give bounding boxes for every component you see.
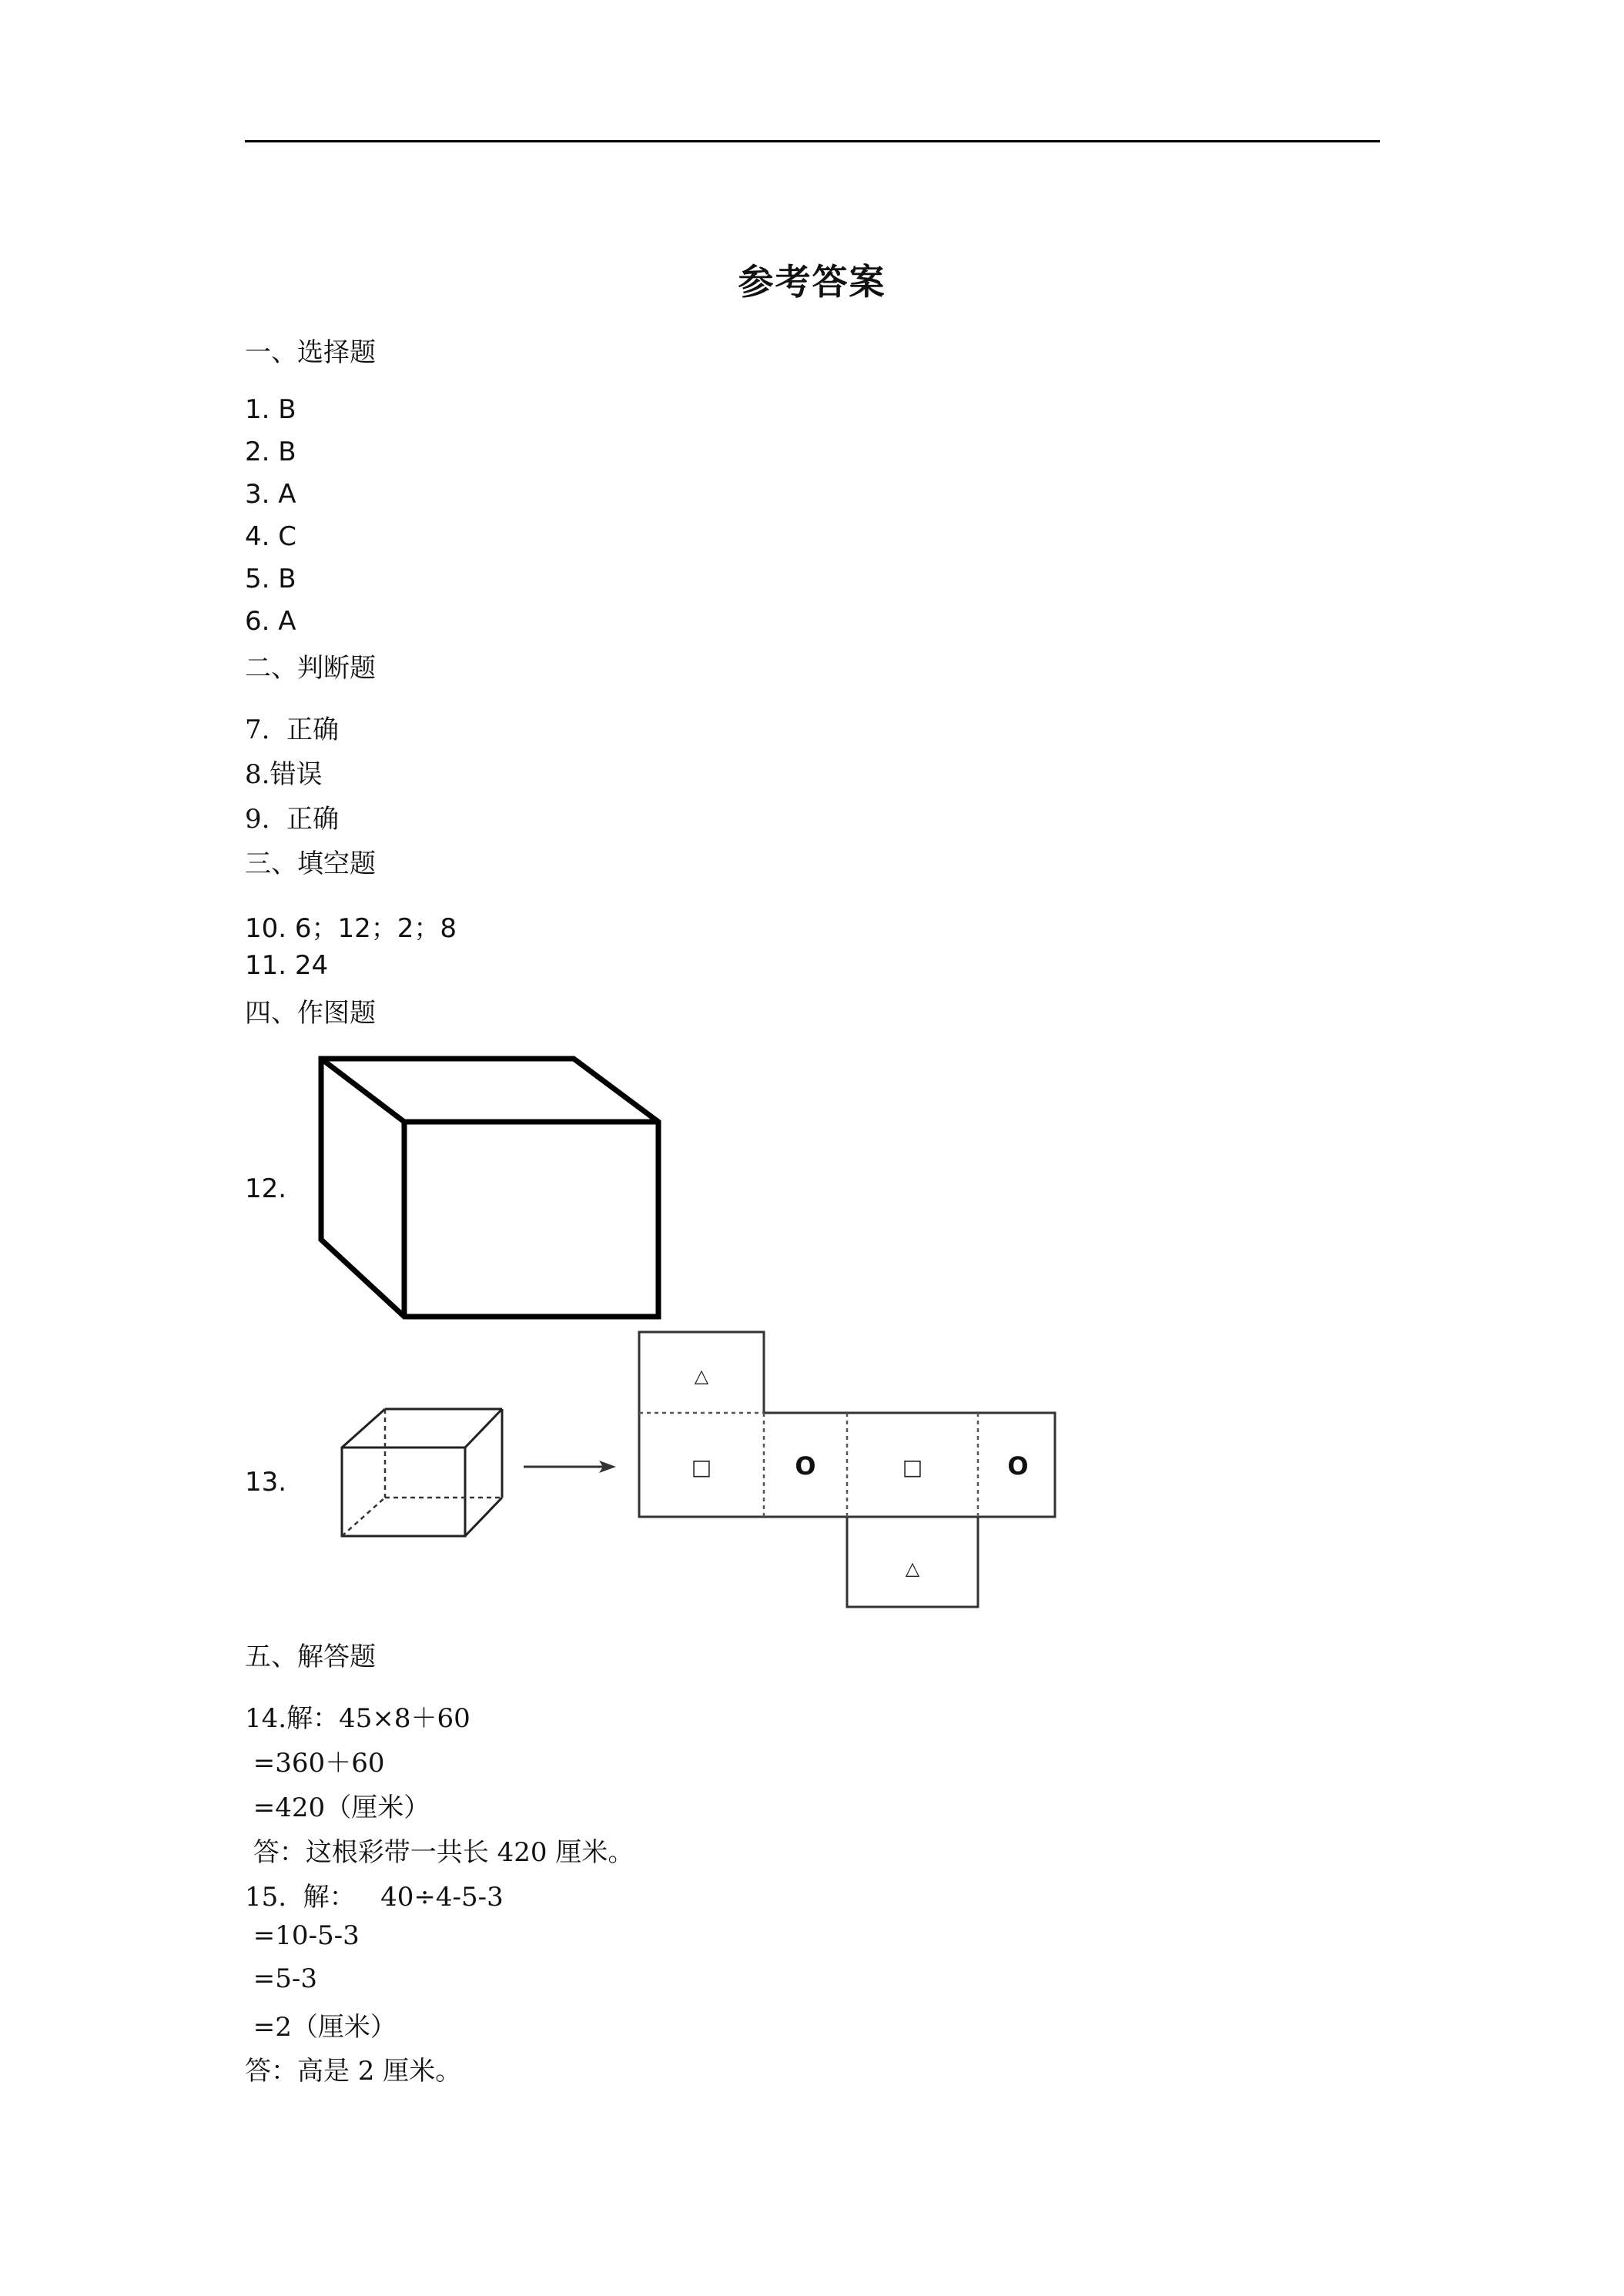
section-heading-judgement: 二、判断题 (245, 653, 376, 684)
section-heading-drawing: 四、作图题 (245, 998, 376, 1029)
solution-line: =10-5-3 (245, 1920, 360, 1951)
answer-line: 4. C (245, 521, 296, 552)
solution-line: 答：高是 2 厘米。 (245, 2056, 462, 2087)
answer-line: 8.错误 (245, 759, 323, 790)
net-square-symbol: □ (691, 1454, 712, 1480)
question-label: 13. (245, 1467, 287, 1498)
solution-line: =420（厘米） (245, 1792, 430, 1823)
net-triangle-symbol: △ (905, 1558, 920, 1579)
cuboid-figure-q12 (308, 1055, 693, 1324)
small-cuboid-figure-q13 (331, 1401, 524, 1548)
section-heading-solutions: 五、解答题 (245, 1642, 376, 1672)
answer-line: 2. B (245, 437, 296, 467)
solution-line: 15. 解： 40÷4-5-3 (245, 1882, 504, 1913)
solution-line: 答：这根彩带一共长 420 厘米。 (245, 1837, 635, 1868)
answer-line: 6. A (245, 606, 296, 637)
arrow-icon (520, 1451, 620, 1482)
net-triangle-symbol: △ (694, 1365, 709, 1387)
answer-line: 7. 正确 (245, 715, 340, 745)
net-circle-symbol: O (795, 1451, 816, 1481)
section-heading-choice: 一、选择题 (245, 337, 376, 368)
answer-line: 1. B (245, 394, 296, 425)
solution-line: =5-3 (245, 1963, 318, 1994)
answer-line: 9. 正确 (245, 804, 340, 835)
header-rule (245, 140, 1380, 142)
section-heading-fill: 三、填空题 (245, 848, 376, 879)
answer-line: 11. 24 (245, 950, 329, 981)
solution-line: =2（厘米） (245, 2012, 397, 2043)
question-label: 12. (245, 1173, 287, 1204)
net-square-symbol: □ (902, 1454, 923, 1480)
page-title: 参考答案 (738, 261, 886, 303)
answer-line: 3. A (245, 479, 296, 510)
net-circle-symbol: O (1007, 1451, 1029, 1481)
solution-line: =360＋60 (245, 1748, 385, 1779)
answer-line: 10. 6；12；2；8 (245, 913, 457, 944)
solution-line: 14.解：45×8＋60 (245, 1703, 470, 1734)
answer-line: 5. B (245, 564, 296, 594)
cuboid-net-figure-q13 (631, 1328, 1070, 1636)
